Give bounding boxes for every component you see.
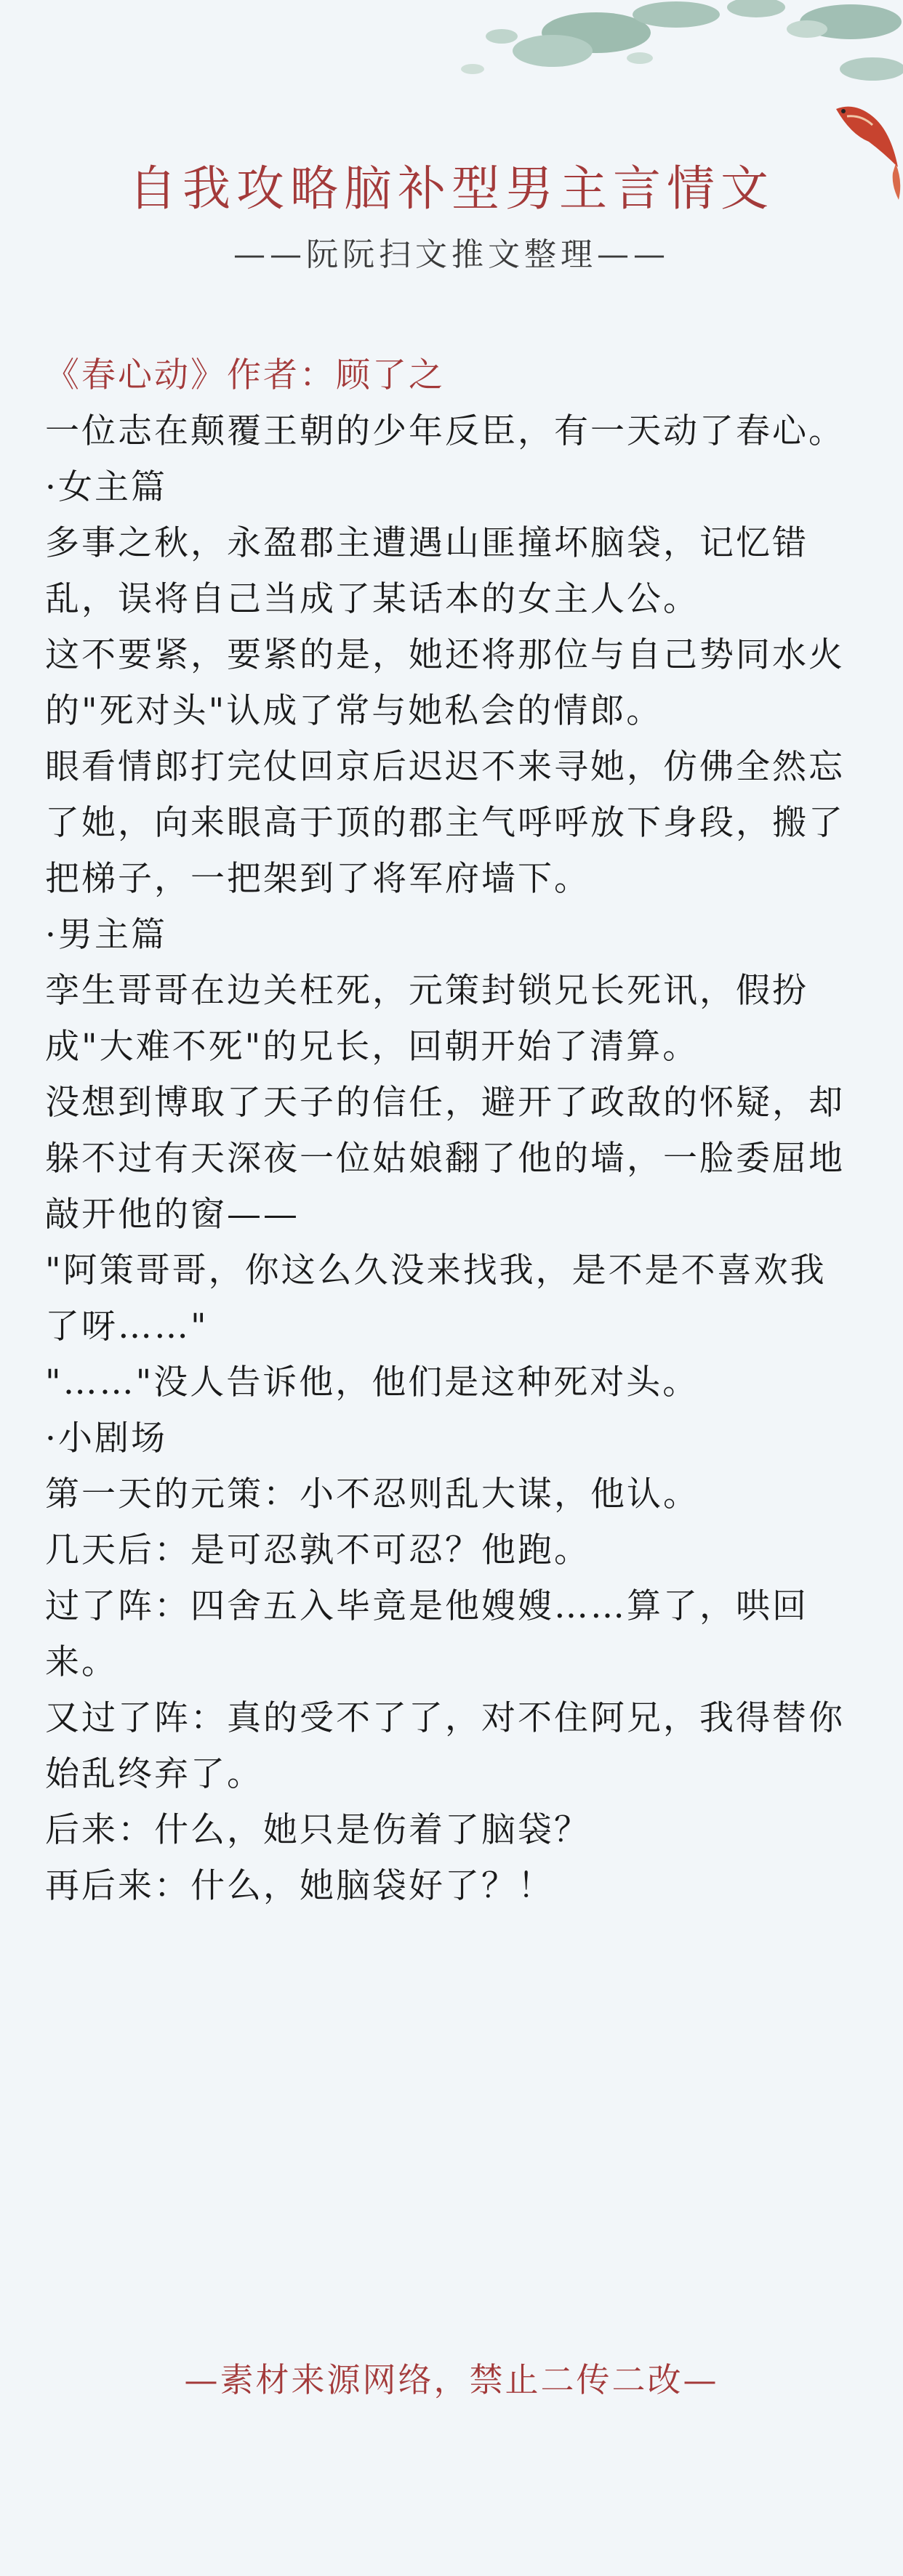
intro-paragraph: 一位志在颠覆王朝的少年反臣，有一天动了春心。: [45, 411, 845, 451]
heroine-paragraph-1: 多事之秋，永盈郡主遭遇山匪撞坏脑袋，记忆错乱，误将自己当成了某话本的女主人公。: [45, 523, 808, 619]
section-heading-hero: ·男主篇: [45, 915, 167, 955]
hero-paragraph-3: "阿策哥哥，你这么久没来找我，是不是不喜欢我了呀……": [45, 1251, 827, 1346]
section-heading-heroine: ·女主篇: [45, 467, 167, 507]
skit-line-1: 第一天的元策：小不忍则乱大谋，他认。: [45, 1474, 699, 1514]
article-body: [45, 347, 859, 1914]
skit-line-2: 几天后：是可忍孰不可忍？他跑。: [45, 1530, 590, 1570]
skit-line-6: 再后来：什么，她脑袋好了？！: [45, 1866, 554, 1906]
page-subtitle: ——阮阮扫文推文整理——: [233, 236, 670, 273]
hero-paragraph-2: 没想到博取了天子的信任，避开了政敌的怀疑，却躲不过有天深夜一位姑娘翻了他的墙，一脸委屈地敲开他的窗——: [45, 1083, 845, 1235]
heroine-paragraph-2: 这不要紧，要紧的是，她还将那位与自己势同水火的"死对头"认成了常与她私会的情郎。: [45, 635, 845, 731]
skit-line-4: 又过了阵：真的受不了了，对不住阿兄，我得替你始乱终弃了。: [45, 1698, 845, 1794]
book-title-author: 《春心动》作者：顾了之: [45, 355, 445, 395]
hero-paragraph-1: 孪生哥哥在边关枉死，元策封锁兄长死讯，假扮成"大难不死"的兄长，回朝开始了清算。: [45, 971, 808, 1067]
page-header: [0, 156, 903, 284]
source-notice: —素材来源网络，禁止二传二改—: [184, 2360, 719, 2399]
page-title: 自我攻略脑补型男主言情文: [129, 161, 774, 217]
heroine-paragraph-3: 眼看情郎打完仗回京后迟迟不来寻她，仿佛全然忘了她，向来眼高于顶的郡主气呼呼放下身段，搬了把梯子，一把架到了将军府墙下。: [45, 747, 845, 899]
skit-line-3: 过了阵：四舍五入毕竟是他嫂嫂……算了，哄回来。: [45, 1586, 808, 1682]
section-heading-skit: ·小剧场: [45, 1418, 167, 1458]
hero-paragraph-4: "……"没人告诉他，他们是这种死对头。: [45, 1362, 699, 1402]
skit-line-5: 后来：什么，她只是伤着了脑袋？: [45, 1810, 590, 1850]
